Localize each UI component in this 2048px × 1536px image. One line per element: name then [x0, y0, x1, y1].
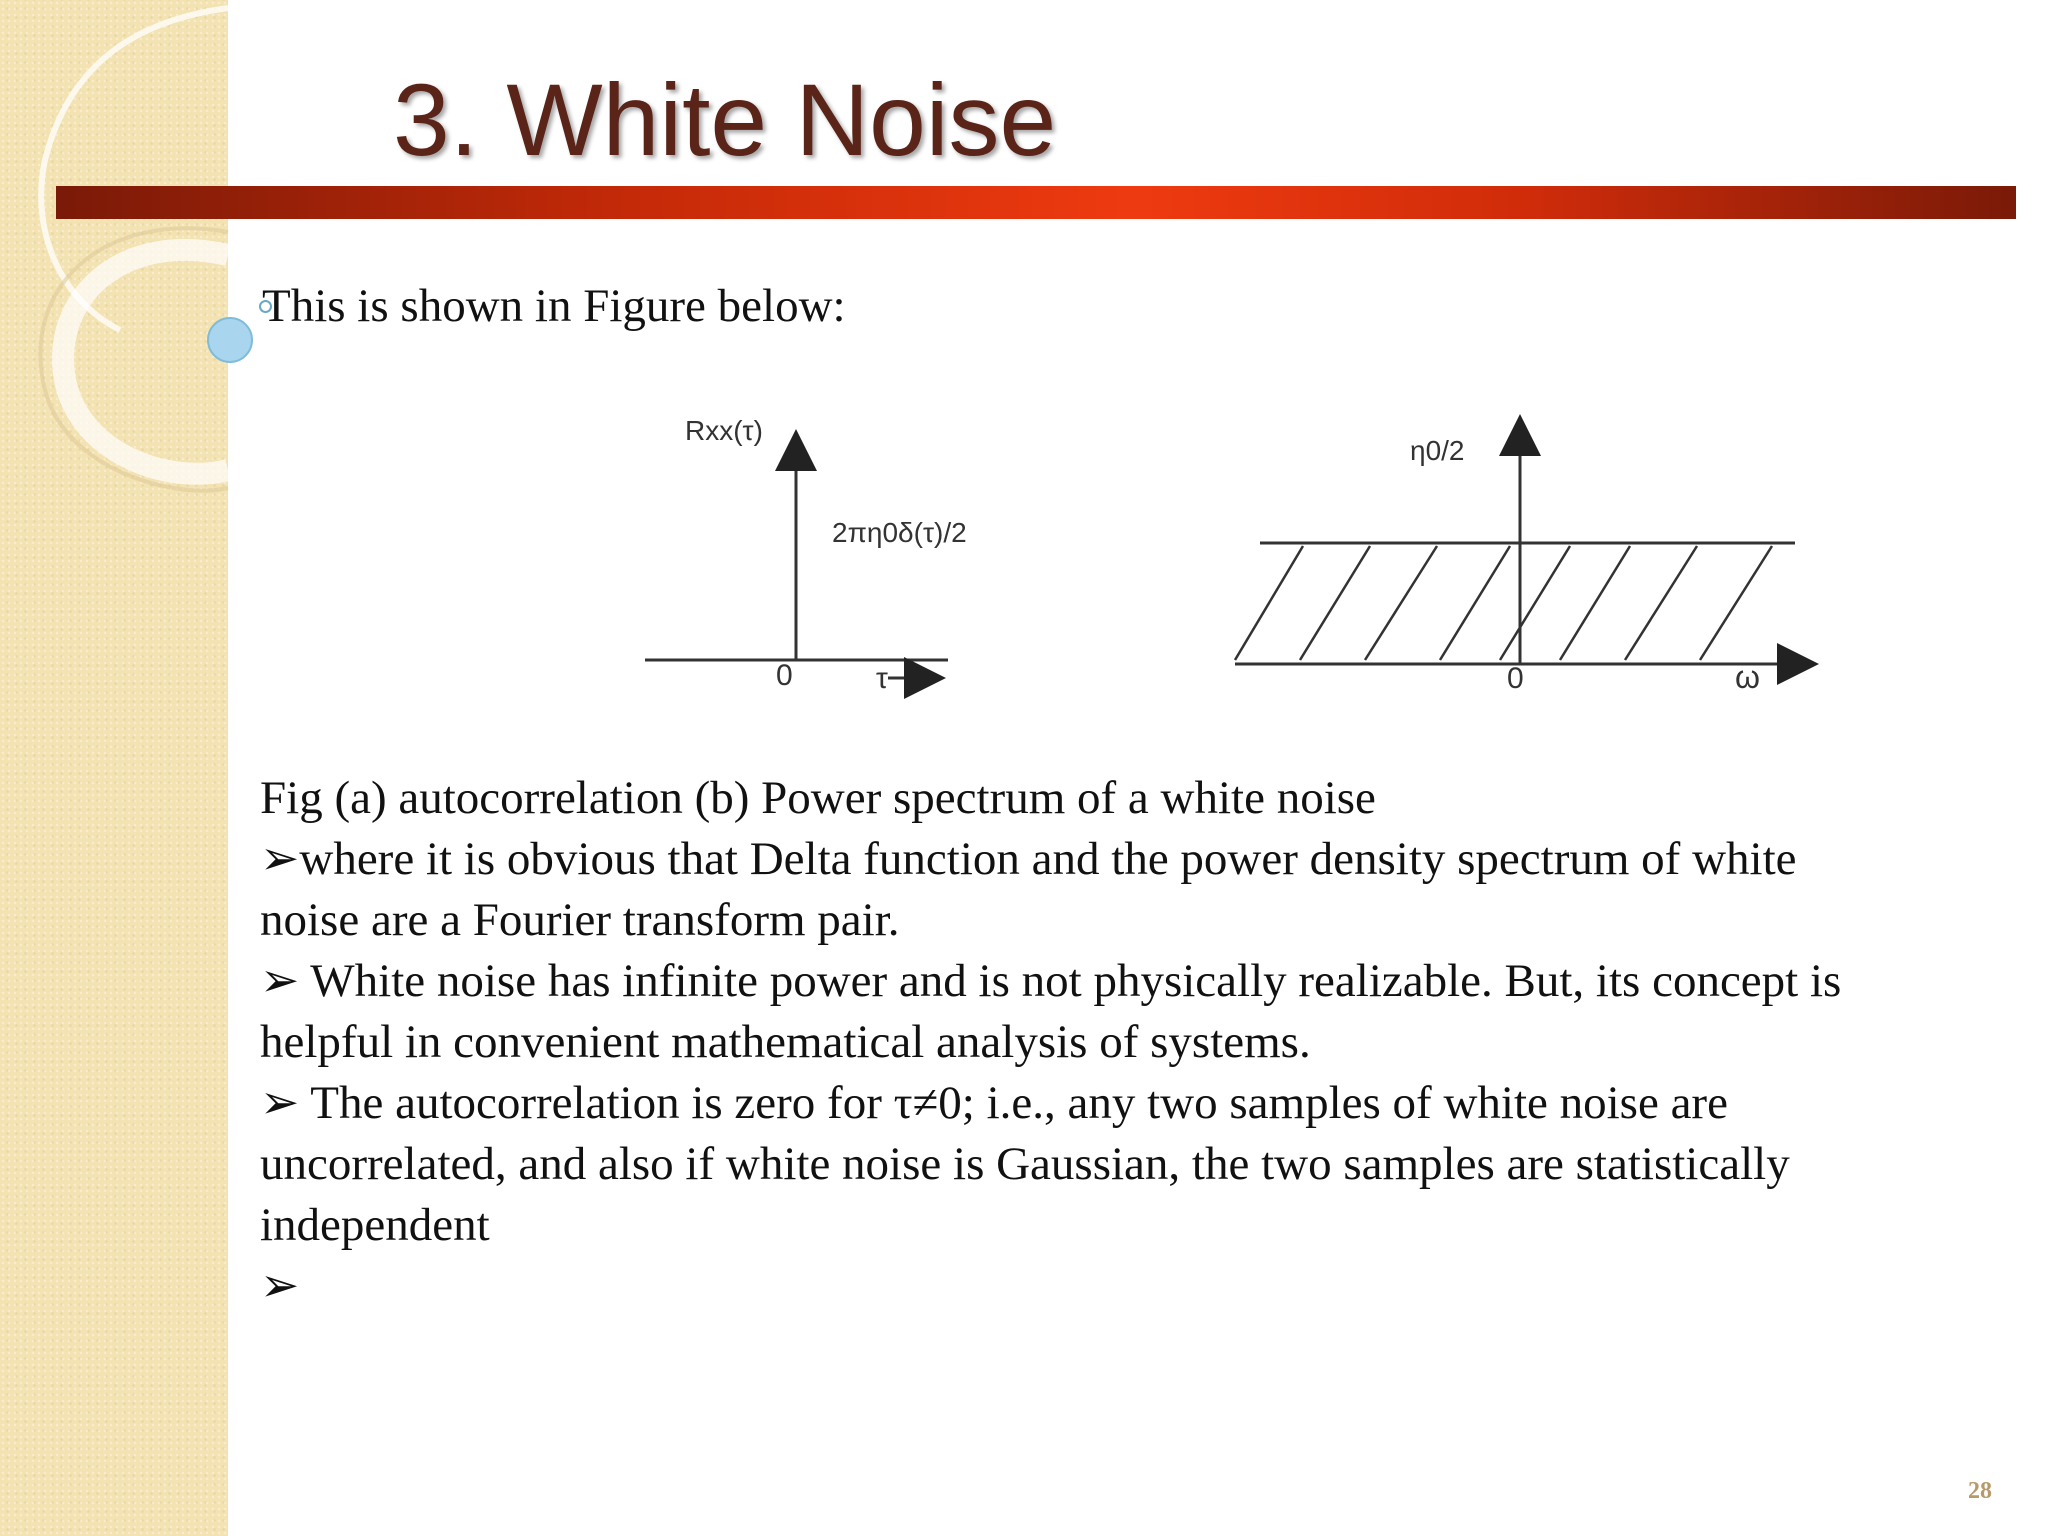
body-line: noise are a Fourier transform pair. [260, 894, 900, 946]
body-line: ➢where it is obvious that Delta function and the power density spectrum of white [260, 833, 1797, 885]
figure-caption: Fig (a) autocorrelation (b) Power spectrum of a white noise [260, 772, 1376, 824]
fig-a-y-label: Rxx(τ) [685, 415, 763, 446]
slide-title: 3. White Noise [393, 63, 1057, 177]
fig-a-impulse-label: 2πη0δ(τ)/2 [832, 517, 967, 548]
page-number: 28 [1968, 1478, 1992, 1504]
fig-b-x-label: ω [1735, 659, 1760, 695]
fig-b-origin-label: 0 [1507, 662, 1524, 695]
body-line: ➢ [260, 1260, 300, 1312]
fig-b-hatching [1235, 546, 1772, 660]
body-line: uncorrelated, and also if white noise is Gaussian, the two samples are statistically [260, 1138, 1790, 1190]
body-line: helpful in convenient mathematical analysis of systems. [260, 1016, 1311, 1068]
fig-b-level-label: η0/2 [1410, 435, 1465, 466]
body-line: ➢ The autocorrelation is zero for τ≠0; i.e., any two samples of white noise are [260, 1077, 1728, 1129]
body-line: ➢ White noise has infinite power and is not physically realizable. But, its concept is [260, 955, 1842, 1007]
fig-a-x-label: τ [876, 662, 888, 695]
body-line: independent [260, 1199, 490, 1251]
figure-a-autocorrelation [645, 415, 967, 695]
intro-text: This is shown in Figure below: [262, 280, 846, 332]
figure [0, 0, 2048, 760]
fig-a-origin-label: 0 [776, 659, 793, 692]
figure-b-power-spectrum [1235, 435, 1798, 695]
